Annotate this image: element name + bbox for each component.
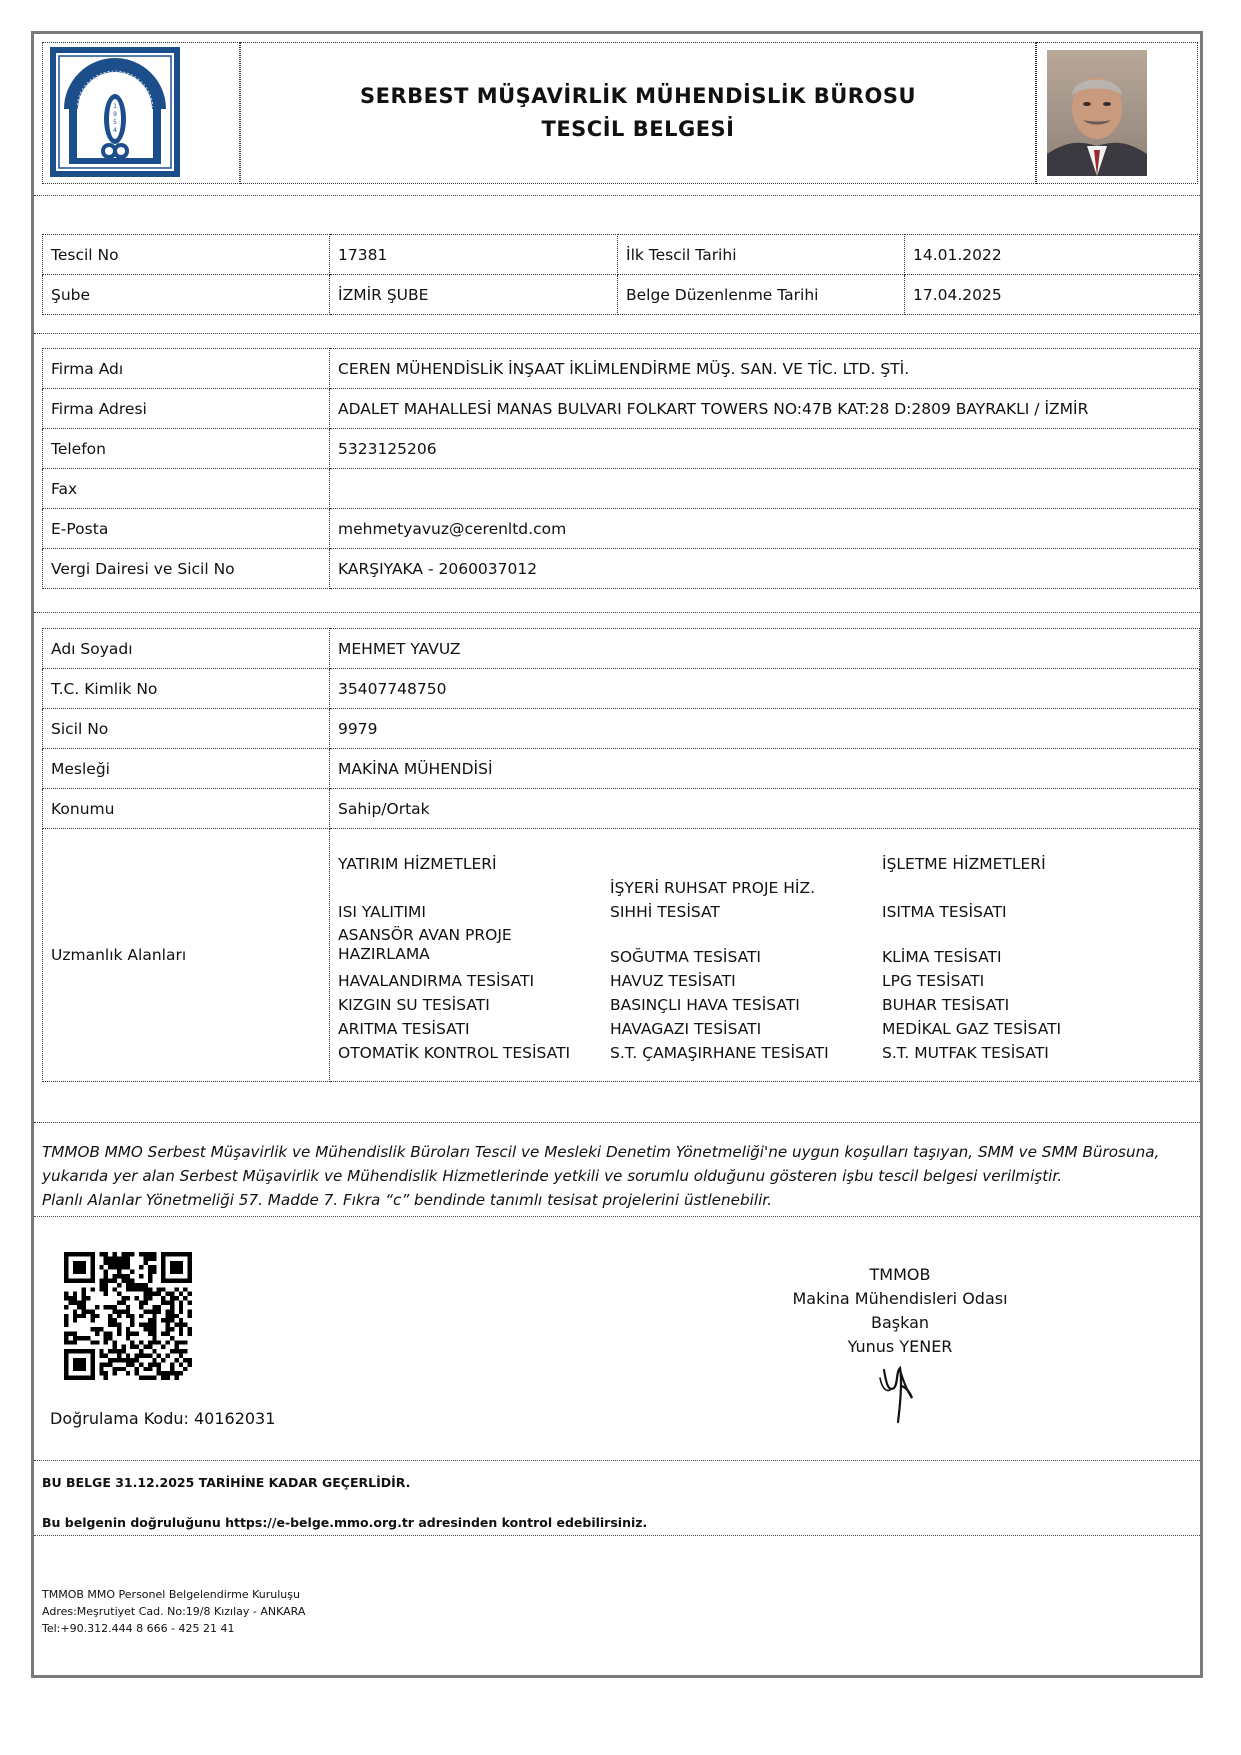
specialties-grid	[338, 852, 1191, 1065]
duzenleme-value: 17.04.2025	[905, 275, 1200, 315]
registration-table	[42, 234, 1200, 315]
firm-value: 5323125206	[330, 429, 1200, 469]
tescil-no-value: 17381	[330, 235, 618, 275]
firm-label: E-Posta	[43, 509, 330, 549]
svg-text:TMMOB: TMMOB	[100, 62, 130, 70]
table-row	[43, 829, 1200, 1082]
person-table	[42, 628, 1200, 1082]
specialty-item: YATIRIM HİZMETLERİ	[338, 854, 497, 873]
table-row	[43, 349, 1200, 389]
title-line-1: SERBEST MÜŞAVİRLİK MÜHENDİSLİK BÜROSU	[359, 84, 917, 108]
person-label: Konumu	[43, 789, 330, 829]
firm-value: ADALET MAHALLESİ MANAS BULVARI FOLKART TOWERS NO:47B KAT:28 D:2809 BAYRAKLI / İZMİR	[330, 389, 1200, 429]
specialty-item: ISI YALITIMI	[338, 902, 426, 921]
qr-code	[64, 1252, 192, 1380]
specialty-item: S.T. ÇAMAŞIRHANE TESİSATI	[610, 1043, 829, 1062]
statement-line: yukarıda yer alan Serbest Müşavirlik ve Mühendislik Hizmetlerinde yetkili ve sorumlu olduğunu gösteren işbu tescil belgesi verilmiştir.	[42, 1167, 1063, 1185]
firm-value	[330, 469, 1200, 509]
title-line-2: TESCİL BELGESİ	[541, 117, 735, 141]
sube-label: Şube	[43, 275, 330, 315]
table-row	[43, 749, 1200, 789]
divider	[34, 1122, 1200, 1123]
person-label: Adı Soyadı	[43, 629, 330, 669]
footer-line: TMMOB MMO Personel Belgelendirme Kuruluşu	[42, 1588, 300, 1601]
firm-value: CEREN MÜHENDİSLİK İNŞAAT İKLİMLENDİRME MÜŞ. SAN. VE TİC. LTD. ŞTİ.	[330, 349, 1200, 389]
firm-value: mehmetyavuz@cerenltd.com	[330, 509, 1200, 549]
specialty-item	[610, 852, 882, 876]
table-row	[43, 789, 1200, 829]
specialty-item: İŞLETME HİZMETLERİ	[882, 854, 1046, 873]
footer-line: Adres:Meşrutiyet Cad. No:19/8 Kızılay - ANKARA	[42, 1605, 306, 1618]
specialty-item: HAVAGAZI TESİSATI	[610, 1019, 762, 1038]
signatory-name: Yunus YENER	[847, 1337, 953, 1356]
tescil-no-label: Tescil No	[43, 235, 330, 275]
table-row	[43, 669, 1200, 709]
specialty-item: BUHAR TESİSATI	[882, 995, 1010, 1014]
signatory-org: TMMOB	[869, 1265, 931, 1284]
certificate-statement	[42, 1140, 1202, 1212]
person-value: MEHMET YAVUZ	[330, 629, 1200, 669]
specialty-item: ISITMA TESİSATI	[882, 902, 1007, 921]
divider	[34, 1460, 1200, 1461]
firm-table	[42, 348, 1200, 589]
person-label: T.C. Kimlik No	[43, 669, 330, 709]
firm-label: Vergi Dairesi ve Sicil No	[43, 549, 330, 589]
table-row	[43, 509, 1200, 549]
table-row	[43, 429, 1200, 469]
tmmob-logo	[42, 42, 240, 184]
specialty-item: ARITMA TESİSATI	[338, 1019, 470, 1038]
firm-label: Firma Adresi	[43, 389, 330, 429]
firm-label: Firma Adı	[43, 349, 330, 389]
svg-text:5: 5	[113, 119, 117, 126]
specialty-item: HAVUZ TESİSATI	[610, 971, 736, 990]
person-value: MAKİNA MÜHENDİSİ	[330, 749, 1200, 789]
ilk-tescil-value: 14.01.2022	[905, 235, 1200, 275]
divider	[34, 1216, 1200, 1217]
specialty-item: İŞYERİ RUHSAT PROJE HİZ.	[610, 878, 816, 897]
signatory-title: Başkan	[870, 1313, 930, 1332]
verification-note: Bu belgenin doğruluğunu https://e-belge.mmo.org.tr adresinden kontrol edebilirsiniz.	[42, 1515, 648, 1530]
person-value: 9979	[330, 709, 1200, 749]
specialty-item: OTOMATİK KONTROL TESİSATI	[338, 1043, 571, 1062]
divider	[34, 1535, 1200, 1536]
sube-value: İZMİR ŞUBE	[330, 275, 618, 315]
footer-address	[42, 1586, 305, 1637]
specialty-item: KLİMA TESİSATI	[882, 947, 1002, 966]
divider	[34, 195, 1200, 196]
firm-label: Fax	[43, 469, 330, 509]
firm-label: Telefon	[43, 429, 330, 469]
specialty-item	[338, 876, 610, 900]
document-title	[240, 42, 1036, 184]
duzenleme-label: Belge Düzenlenme Tarihi	[618, 275, 905, 315]
signatory-block	[760, 1263, 1040, 1359]
specialty-item: S.T. MUTFAK TESİSATI	[882, 1043, 1049, 1062]
person-label: Sicil No	[43, 709, 330, 749]
verification-code: Doğrulama Kodu: 40162031	[50, 1409, 276, 1428]
table-row	[43, 389, 1200, 429]
table-row	[43, 629, 1200, 669]
svg-text:1: 1	[113, 103, 117, 110]
specialty-item: SOĞUTMA TESİSATI	[610, 947, 762, 966]
specialty-item	[882, 876, 1154, 900]
specialties-cell	[330, 829, 1200, 1082]
specialty-item: ASANSÖR AVAN PROJE HAZIRLAMA	[338, 925, 512, 963]
ilk-tescil-label: İlk Tescil Tarihi	[618, 235, 905, 275]
svg-text:4: 4	[113, 127, 117, 134]
table-row	[43, 275, 1200, 315]
person-value: 35407748750	[330, 669, 1200, 709]
firm-value: KARŞIYAKA - 2060037012	[330, 549, 1200, 589]
table-row	[43, 709, 1200, 749]
specialties-label: Uzmanlık Alanları	[43, 829, 330, 1082]
divider	[34, 333, 1200, 334]
statement-line: TMMOB MMO Serbest Müşavirlik ve Mühendislik Büroları Tescil ve Mesleki Denetim Yönetmeliği'ne uygun koşulları taşıyan, SMM ve SMM Bürosuna,	[42, 1143, 1160, 1161]
footer-line: Tel:+90.312.444 8 666 - 425 21 41	[42, 1622, 235, 1635]
statement-line: Planlı Alanlar Yönetmeliği 57. Madde 7. Fıkra “c” bendinde tanımlı tesisat projelerini üstlenebilir.	[42, 1191, 772, 1209]
table-row	[43, 235, 1200, 275]
person-label: Mesleği	[43, 749, 330, 789]
table-row	[43, 549, 1200, 589]
specialty-item: HAVALANDIRMA TESİSATI	[338, 971, 535, 990]
svg-text:9: 9	[113, 111, 117, 118]
specialty-item: BASINÇLI HAVA TESİSATI	[610, 995, 800, 1014]
signatory-chamber: Makina Mühendisleri Odası	[792, 1289, 1008, 1308]
engineer-photo	[1036, 42, 1198, 184]
specialty-item: SIHHİ TESİSAT	[610, 902, 720, 921]
person-value: Sahip/Ortak	[330, 789, 1200, 829]
specialty-item: LPG TESİSATI	[882, 971, 985, 990]
table-row	[43, 469, 1200, 509]
specialty-item: MEDİKAL GAZ TESİSATI	[882, 1019, 1062, 1038]
validity-note: BU BELGE 31.12.2025 TARİHİNE KADAR GEÇERLİDİR.	[42, 1475, 411, 1490]
specialty-item: KIZGIN SU TESİSATI	[338, 995, 490, 1014]
divider	[34, 612, 1200, 613]
handwritten-signature	[870, 1358, 930, 1426]
